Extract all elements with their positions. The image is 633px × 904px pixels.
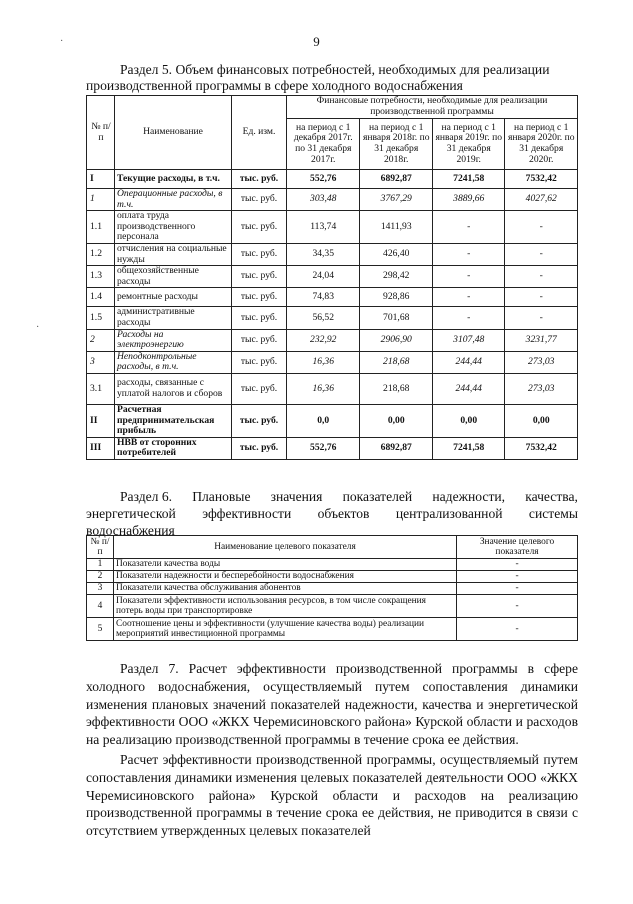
table-row xyxy=(87,288,578,307)
row-value: 6892,87 xyxy=(360,437,433,459)
row-value: - xyxy=(432,266,505,288)
table-row xyxy=(87,618,578,641)
row-num: 1.5 xyxy=(87,307,115,329)
row-num: 3.1 xyxy=(87,373,115,404)
scan-speck: · xyxy=(60,36,64,47)
section7-paragraph-2: Расчет эффективности производственной программы, осуществляемый путем сопоставления динамики изменения целевых показателей деятельности ООО «ЖКХ Черемисиновского района» Курской области и расходов на реализацию производственной программы в течение срока ее действия, не приводится в связи с отсутствием утвержденных целевых показателей xyxy=(86,751,578,839)
row-value: - xyxy=(505,307,578,329)
row-num: 2 xyxy=(87,571,114,583)
row-unit: тыс. руб. xyxy=(232,307,287,329)
row-name: Неподконтрольные расходы, в т.ч. xyxy=(115,351,232,373)
row-value: - xyxy=(457,583,578,595)
table-header-group: Финансовые потребности, необходимые для реализации производственной программы xyxy=(287,96,578,119)
heading-word: системы xyxy=(528,506,578,521)
table-header-period: на период с 1 января 2018г. по 31 декабря 2018г. xyxy=(360,119,433,170)
row-name: НВВ от сторонних потребителей xyxy=(115,437,232,459)
row-value: 273,03 xyxy=(505,373,578,404)
row-name: Показатели качества воды xyxy=(114,559,457,571)
row-value: 7241,58 xyxy=(432,170,505,189)
row-value: 701,68 xyxy=(360,307,433,329)
row-value: 7532,42 xyxy=(505,437,578,459)
row-value: - xyxy=(457,595,578,618)
row-unit: тыс. руб. xyxy=(232,211,287,244)
table-header-value: Значение целевого показателя xyxy=(457,536,578,559)
section7-body xyxy=(86,660,578,840)
table-header-num: № п/п xyxy=(87,96,115,170)
section7-paragraph-1: Раздел 7. Расчет эффективности производственной программы в сфере холодного водоснабжения, осуществляемый путем сопоставления динамики изменения плановых значений показателей надежности, качества и энергетической эффективности ООО «ЖКХ Черемисиновского района» Курской области и расходов на реализацию производственной программы в течение срока ее действия. xyxy=(86,661,578,748)
table-header-name: Наименование целевого показателя xyxy=(114,536,457,559)
row-value: 7532,42 xyxy=(505,170,578,189)
section6-heading-line1 xyxy=(86,488,578,505)
row-value: - xyxy=(457,559,578,571)
row-num: 1.4 xyxy=(87,288,115,307)
row-num: III xyxy=(87,437,115,459)
row-value: 2906,90 xyxy=(360,329,433,351)
row-value: 0,0 xyxy=(287,404,360,437)
table-row xyxy=(87,307,578,329)
table-header-name: Наименование xyxy=(115,96,232,170)
heading-word: Плановые xyxy=(192,489,251,504)
section5-heading-line2: производственной программы в сфере холодного водоснабжения xyxy=(86,78,463,93)
table-row xyxy=(87,211,578,244)
table-header-period: на период с 1 января 2020г. по 31 декабря 2020г. xyxy=(505,119,578,170)
row-value: - xyxy=(432,307,505,329)
table-header-period: на период с 1 января 2019г. по 31 декабря 2019г. xyxy=(432,119,505,170)
row-value: 303,48 xyxy=(287,189,360,211)
row-unit: тыс. руб. xyxy=(232,351,287,373)
row-name: оплата труда производственного персонала xyxy=(115,211,232,244)
row-value: 4027,62 xyxy=(505,189,578,211)
table-row xyxy=(87,373,578,404)
row-value: 0,00 xyxy=(360,404,433,437)
row-value: 16,36 xyxy=(287,351,360,373)
table-row xyxy=(87,595,578,618)
row-value: 0,00 xyxy=(505,404,578,437)
row-value: 6892,87 xyxy=(360,170,433,189)
table-row xyxy=(87,329,578,351)
row-unit: тыс. руб. xyxy=(232,329,287,351)
row-num: 1 xyxy=(87,559,114,571)
row-value: - xyxy=(432,211,505,244)
row-num: 1.2 xyxy=(87,243,115,265)
row-value: 928,86 xyxy=(360,288,433,307)
row-value: - xyxy=(505,288,578,307)
heading-word: надежности, xyxy=(432,489,506,504)
row-num: 3 xyxy=(87,583,114,595)
row-num: 1.3 xyxy=(87,266,115,288)
heading-word: объектов xyxy=(317,506,370,521)
row-name: Соотношение цены и эффективности (улучшение качества воды) реализации мероприятий инвестиционной программы xyxy=(114,618,457,641)
row-name: Расходы на электроэнергию xyxy=(115,329,232,351)
row-num: 5 xyxy=(87,618,114,641)
row-value: 1411,93 xyxy=(360,211,433,244)
row-value: 56,52 xyxy=(287,307,360,329)
row-value: 244,44 xyxy=(432,351,505,373)
table-row xyxy=(87,583,578,595)
row-unit: тыс. руб. xyxy=(232,243,287,265)
row-unit: тыс. руб. xyxy=(232,288,287,307)
row-unit: тыс. руб. xyxy=(232,170,287,189)
row-value: 74,83 xyxy=(287,288,360,307)
row-name: Показатели надежности и бесперебойности водоснабжения xyxy=(114,571,457,583)
row-name: Текущие расходы, в т.ч. xyxy=(115,170,232,189)
section5-heading-line1: Раздел 5. Объем финансовых потребностей, необходимых для реализации xyxy=(120,62,550,77)
row-num: 4 xyxy=(87,595,114,618)
row-num: I xyxy=(87,170,115,189)
target-indicators-table xyxy=(86,535,578,641)
row-value: 3767,29 xyxy=(360,189,433,211)
row-unit: тыс. руб. xyxy=(232,189,287,211)
section5-heading xyxy=(86,62,578,94)
row-value: 426,40 xyxy=(360,243,433,265)
row-value: 0,00 xyxy=(432,404,505,437)
row-num: 1.1 xyxy=(87,211,115,244)
row-value: 34,35 xyxy=(287,243,360,265)
row-value: 3231,77 xyxy=(505,329,578,351)
table-row xyxy=(87,170,578,189)
section6-heading-line2 xyxy=(86,505,578,522)
row-value: 3107,48 xyxy=(432,329,505,351)
table-row xyxy=(87,559,578,571)
row-value: 244,44 xyxy=(432,373,505,404)
row-num: 2 xyxy=(87,329,115,351)
table-row xyxy=(87,243,578,265)
row-value: 218,68 xyxy=(360,373,433,404)
row-unit: тыс. руб. xyxy=(232,437,287,459)
table-header-period: на период с 1 декабря 2017г. по 31 декабря 2017г. xyxy=(287,119,360,170)
table-header-unit: Ед. изм. xyxy=(232,96,287,170)
row-value: 552,76 xyxy=(287,437,360,459)
row-name: отчисления на социальные нужды xyxy=(115,243,232,265)
heading-word: значения xyxy=(270,489,323,504)
row-num: 3 xyxy=(87,351,115,373)
row-value: 218,68 xyxy=(360,351,433,373)
row-name: Показатели эффективности использования ресурсов, в том числе сокращения потерь воды при транспортировке xyxy=(114,595,457,618)
row-value: 7241,58 xyxy=(432,437,505,459)
financial-needs-table xyxy=(86,95,578,460)
row-value: 113,74 xyxy=(287,211,360,244)
table-row xyxy=(87,437,578,459)
scan-speck: · xyxy=(36,322,40,333)
row-value: 552,76 xyxy=(287,170,360,189)
section6-heading-line3: водоснабжения xyxy=(86,523,175,538)
table-row xyxy=(87,266,578,288)
row-value: 16,36 xyxy=(287,373,360,404)
row-num: 1 xyxy=(87,189,115,211)
row-value: 24,04 xyxy=(287,266,360,288)
heading-word: эффективности xyxy=(202,506,292,521)
section6-heading xyxy=(86,488,578,539)
row-value: - xyxy=(505,211,578,244)
heading-word: качества, xyxy=(525,489,578,504)
row-value: 232,92 xyxy=(287,329,360,351)
table-row xyxy=(87,189,578,211)
row-unit: тыс. руб. xyxy=(232,373,287,404)
row-name: ремонтные расходы xyxy=(115,288,232,307)
row-value: - xyxy=(432,288,505,307)
row-value: - xyxy=(505,266,578,288)
row-name: Операционные расходы, в т.ч. xyxy=(115,189,232,211)
table-header-num: № п/п xyxy=(87,536,114,559)
page-number: 9 xyxy=(313,34,320,49)
table-row xyxy=(87,571,578,583)
heading-word: показателей xyxy=(342,489,413,504)
heading-word: энергетической xyxy=(86,506,176,521)
row-value: 273,03 xyxy=(505,351,578,373)
table-row xyxy=(87,351,578,373)
row-value: 298,42 xyxy=(360,266,433,288)
row-value: - xyxy=(457,618,578,641)
table-row xyxy=(87,404,578,437)
row-name: административные расходы xyxy=(115,307,232,329)
row-value: - xyxy=(432,243,505,265)
row-unit: тыс. руб. xyxy=(232,266,287,288)
row-unit: тыс. руб. xyxy=(232,404,287,437)
heading-word: Раздел 6. xyxy=(120,489,173,504)
row-name: общехозяйственные расходы xyxy=(115,266,232,288)
row-name: расходы, связанные с уплатой налогов и сборов xyxy=(115,373,232,404)
heading-word: централизованной xyxy=(395,506,503,521)
row-value: 3889,66 xyxy=(432,189,505,211)
row-value: - xyxy=(505,243,578,265)
row-name: Показатели качества обслуживания абонентов xyxy=(114,583,457,595)
row-value: - xyxy=(457,571,578,583)
row-name: Расчетная предпринимательская прибыль xyxy=(115,404,232,437)
row-num: II xyxy=(87,404,115,437)
